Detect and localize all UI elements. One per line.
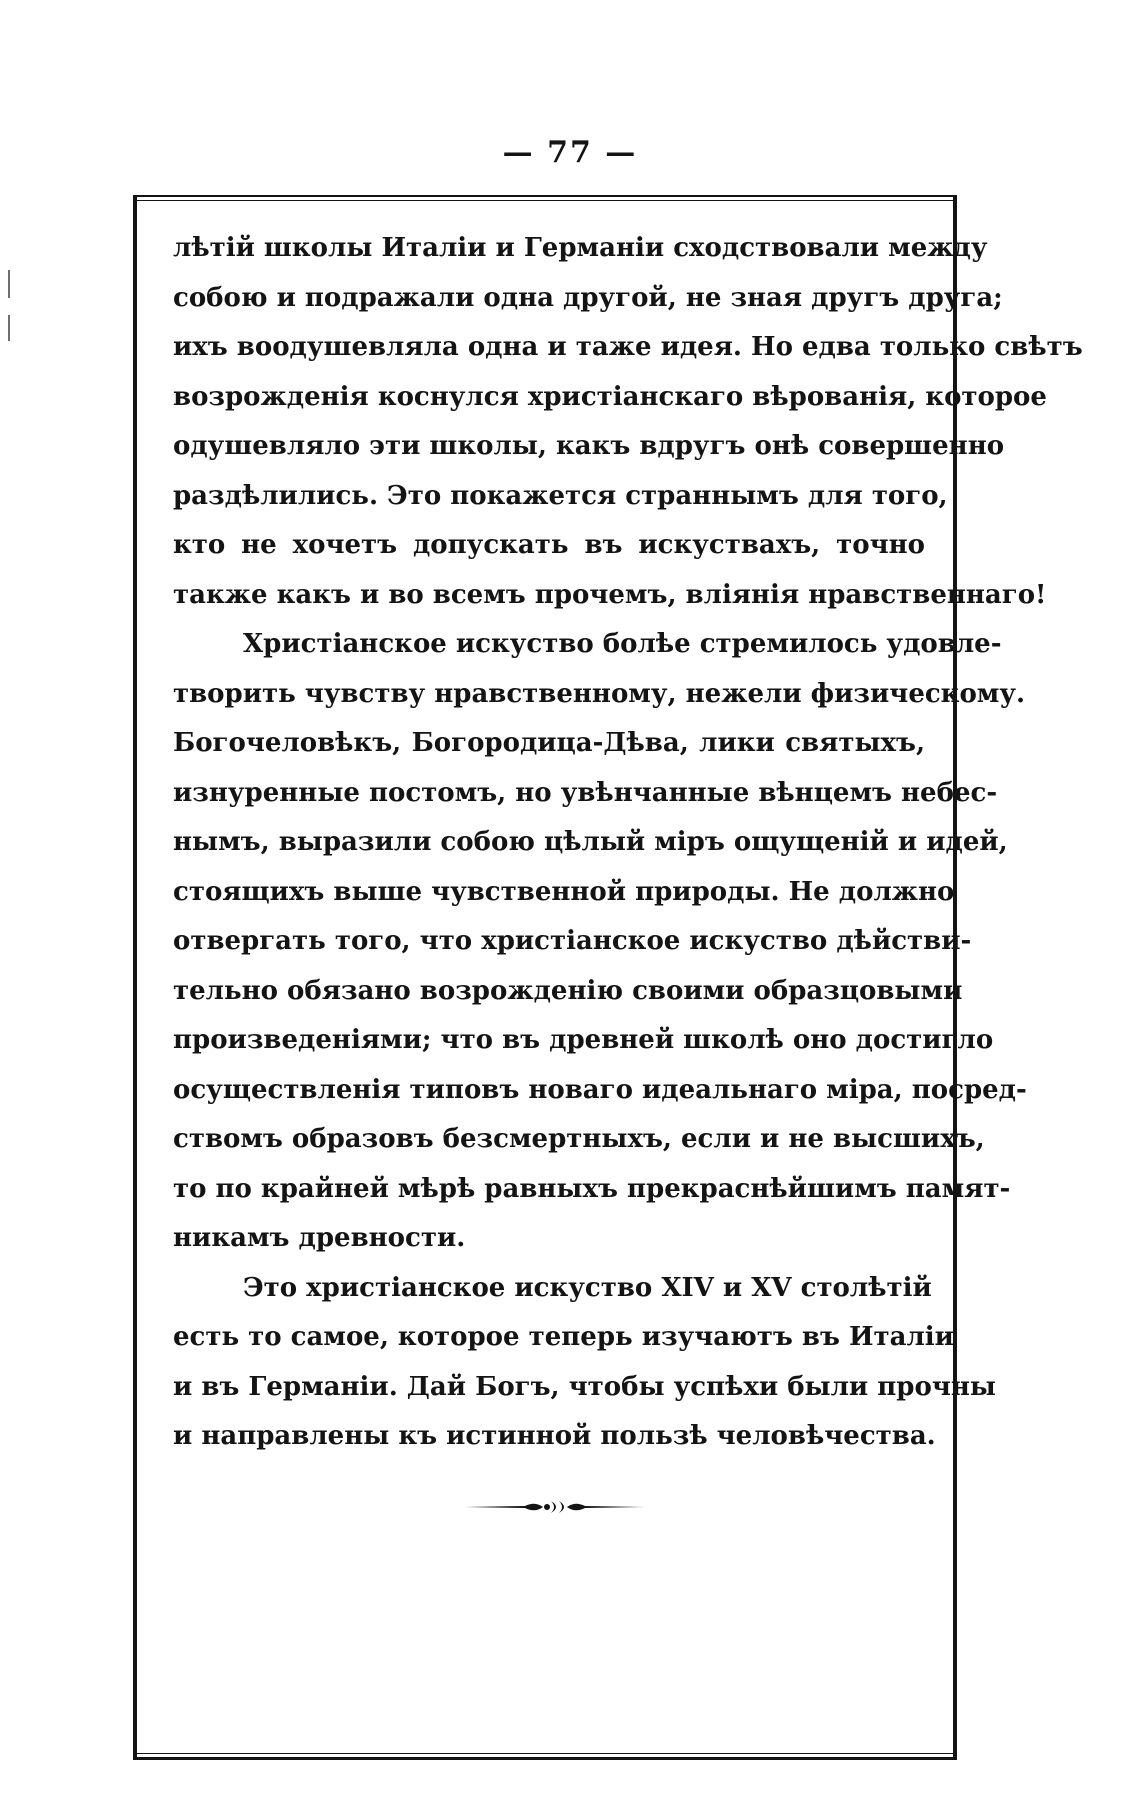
text-line: стоящихъ выше чувственной природы. Не должно — [173, 876, 955, 907]
text-line: ихъ воодушевляла одна и таже идея. Но едва только свѣтъ — [173, 332, 1083, 362]
frame-bottom-inner-rule — [133, 1757, 957, 1760]
text-line: осуществленія типовъ новаго идеальнаго міра, посред- — [173, 1074, 1027, 1105]
text-line: есть то самое, которое теперь изучаютъ въ Италіи — [173, 1322, 954, 1352]
frame-bottom-rule — [133, 1753, 957, 1754]
page-number: — 77 — — [502, 135, 638, 170]
text-line: произведеніями; что въ древней школѣ оно достигло — [173, 1025, 994, 1055]
text-line: одушевляло эти школы, какъ вдругъ онѣ совершенно — [173, 431, 1005, 461]
margin-mark — [8, 315, 10, 341]
text-line: тельно обязано возрожденію своими образцовыми — [173, 975, 963, 1006]
text-line: возрожденія коснулся христіанскаго вѣрованія, которое — [173, 381, 1047, 412]
text-line: Это христіанское искуство XIV и XV столѣтій — [243, 1272, 932, 1303]
text-line: отвергать того, что христіанское искуство дѣйстви- — [173, 926, 972, 956]
margin-mark — [8, 270, 10, 298]
text-line: никамъ древности. — [173, 1223, 466, 1253]
text-line: лѣтій школы Италіи и Германіи сходствовали между — [173, 233, 988, 263]
text-line: Христіанское искуство болѣе стремилось удовле- — [243, 629, 1002, 659]
text-line: нымъ, выразили собою цѣлый міръ ощущеній и идей, — [173, 827, 1008, 857]
text-line: кто не хочетъ допускать въ искуствахъ, точно — [173, 530, 925, 560]
text-line: собою и подражали одна другой, не зная другъ друга; — [173, 282, 1003, 313]
text-line: Богочеловѣкъ, Богородица-Дѣва, лики святыхъ, — [173, 728, 925, 758]
body-text — [173, 224, 1083, 1462]
text-line: творить чувству нравственному, нежели физическому. — [173, 678, 1026, 709]
text-line: и направлены къ истинной пользѣ человѣчества. — [173, 1421, 936, 1451]
text-line: изнуренные постомъ, но увѣнчанные вѣнцемъ небес- — [173, 777, 998, 808]
text-line: и въ Германіи. Дай Богъ, чтобы успѣхи были прочны — [173, 1371, 996, 1402]
text-line: ствомъ образовъ безсмертныхъ, если и не высшихъ, — [173, 1124, 985, 1154]
text-line: то по крайней мѣрѣ равныхъ прекраснѣйшимъ памят- — [173, 1173, 1011, 1204]
text-line: раздѣлились. Это покажется страннымъ для того, — [173, 480, 948, 511]
text-line: также какъ и во всемъ прочемъ, вліянія нравственнаго! — [173, 579, 1047, 610]
end-ornament-icon — [465, 1497, 645, 1517]
